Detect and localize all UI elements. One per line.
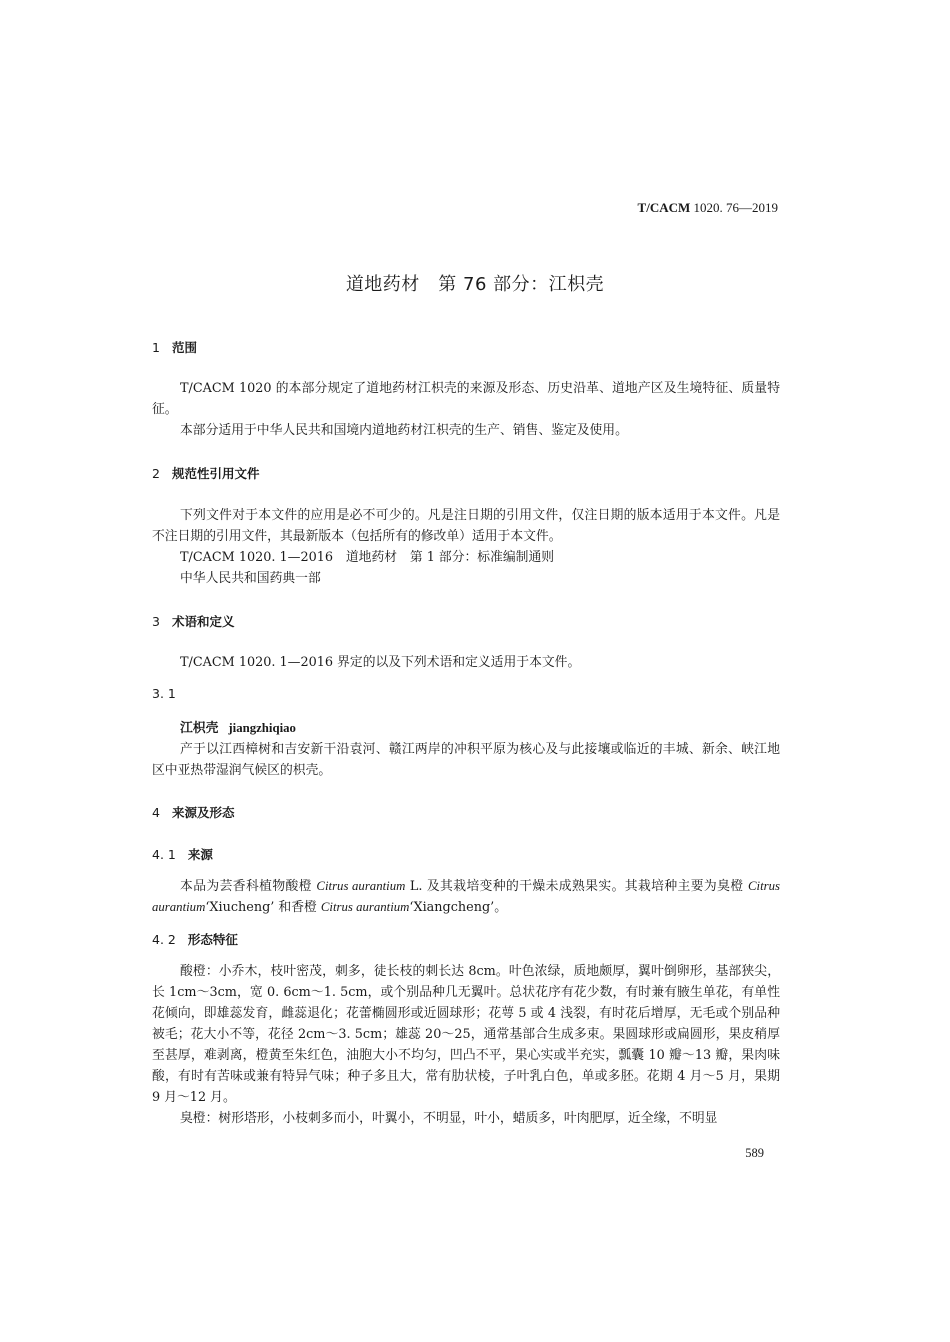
text-run: ‘Xiucheng’ 和香橙 bbox=[205, 900, 321, 915]
latin-name: Citrus aurantium bbox=[152, 879, 780, 914]
section-1-heading bbox=[152, 338, 197, 356]
section-number: 4 bbox=[152, 805, 160, 820]
standard-code-prefix: T/CACM bbox=[637, 200, 691, 215]
text-run: ‘Xiangcheng’。 bbox=[409, 900, 508, 915]
section-number: 2 bbox=[152, 466, 160, 481]
section-4-2-paragraph-2: 臭橙：树形塔形，小枝刺多而小，叶翼小，不明显，叶小，蜡质多，叶肉肥厚，近全缘，不明显 bbox=[180, 1111, 718, 1126]
subsection-4-2-heading bbox=[152, 930, 238, 948]
section-2-paragraph-1: 下列文件对于本文件的应用是必不可少的。凡是注日期的引用文件，仅注日期的版本适用于本文件。凡是不注日期的引用文件，其最新版本（包括所有的修改单）适用于本文件。 bbox=[152, 508, 780, 544]
section-title: 来源及形态 bbox=[171, 805, 235, 820]
term-definition: 产于以江西樟树和吉安新干沿袁河、赣江两岸的冲积平原为核心及与此接壤或临近的丰城、新余、峡江地区中亚热带湿润气候区的枳壳。 bbox=[152, 742, 780, 778]
subsection-4-1-heading bbox=[152, 845, 213, 863]
section-3-paragraph-1: T/CACM 1020. 1—2016 界定的以及下列术语和定义适用于本文件。 bbox=[180, 655, 581, 670]
reference-1: T/CACM 1020. 1—2016 道地药材 第 1 部分：标准编制通则 bbox=[180, 550, 555, 565]
section-number: 4. 1 bbox=[152, 847, 176, 862]
text-run: L. 及其栽培变种的干燥未成熟果实。其栽培种主要为臭橙 bbox=[405, 879, 748, 894]
reference-2: 中华人民共和国药典一部 bbox=[180, 571, 321, 586]
section-1-paragraph-1: T/CACM 1020 的本部分规定了道地药材江枳壳的来源及形态、历史沿革、道地产区及生境特征、质量特征。 bbox=[152, 381, 780, 417]
standard-code-number: 1020. 76—2019 bbox=[690, 200, 778, 215]
section-title: 术语和定义 bbox=[171, 614, 235, 629]
section-number: 4. 2 bbox=[152, 932, 176, 947]
section-1-paragraph-2: 本部分适用于中华人民共和国境内道地药材江枳壳的生产、销售、鉴定及使用。 bbox=[180, 423, 628, 438]
subsection-3-1-number: 3. 1 bbox=[152, 686, 176, 701]
section-title: 形态特征 bbox=[187, 932, 238, 947]
term-entry bbox=[180, 718, 296, 739]
section-title: 规范性引用文件 bbox=[171, 466, 260, 481]
section-4-heading bbox=[152, 803, 234, 821]
standard-code bbox=[638, 200, 778, 216]
section-number: 1 bbox=[152, 340, 160, 355]
section-number: 3 bbox=[152, 614, 160, 629]
text-run: 本品为芸香科植物酸橙 bbox=[180, 879, 317, 894]
section-2-heading bbox=[152, 464, 259, 482]
section-3-heading bbox=[152, 612, 234, 630]
section-4-2-paragraph-1: 酸橙：小乔木，枝叶密茂，刺多，徒长枝的刺长达 8cm。叶色浓绿，质地颇厚，翼叶倒卵形，基部狭尖，长 1cm～3cm，宽 0. 6cm～1. 5cm，或个别品种几无翼叶。总状花序有花少数，有时兼有腋生单花，有单性花倾向，即雄蕊发育，雌蕊退化；花蕾椭圆形或近圆球形；花萼 5 或 4 浅裂，有时花后增厚，无毛或个别品种被毛；花大小不等，花径 2cm～3. 5cm；雄蕊 20～25，通常基部合生成多束。果圆球形或扁圆形，果皮稍厚至甚厚，难剥离，橙黄至朱红色，油胞大小不均匀，凹凸不平，果心实或半充实，瓢囊 10 瓣～13 瓣，果肉味酸，有时有苦味或兼有特异气味；种子多且大，常有肋状棱，子叶乳白色，单或多胚。花期 4 月～5 月，果期 9 月～12 月。 bbox=[152, 964, 780, 1105]
section-4-1-paragraph bbox=[152, 876, 780, 918]
document-title: 道地药材 第 76 部分：江枳壳 bbox=[345, 274, 605, 295]
section-title: 来源 bbox=[187, 847, 213, 862]
term-chinese: 江枳壳 bbox=[180, 721, 219, 736]
section-title: 范围 bbox=[171, 340, 197, 355]
latin-name: Citrus aurantium bbox=[316, 879, 406, 893]
latin-name: Citrus aurantium bbox=[320, 900, 410, 914]
term-pinyin: jiangzhiqiao bbox=[228, 721, 296, 735]
page-number: 589 bbox=[745, 1146, 764, 1160]
